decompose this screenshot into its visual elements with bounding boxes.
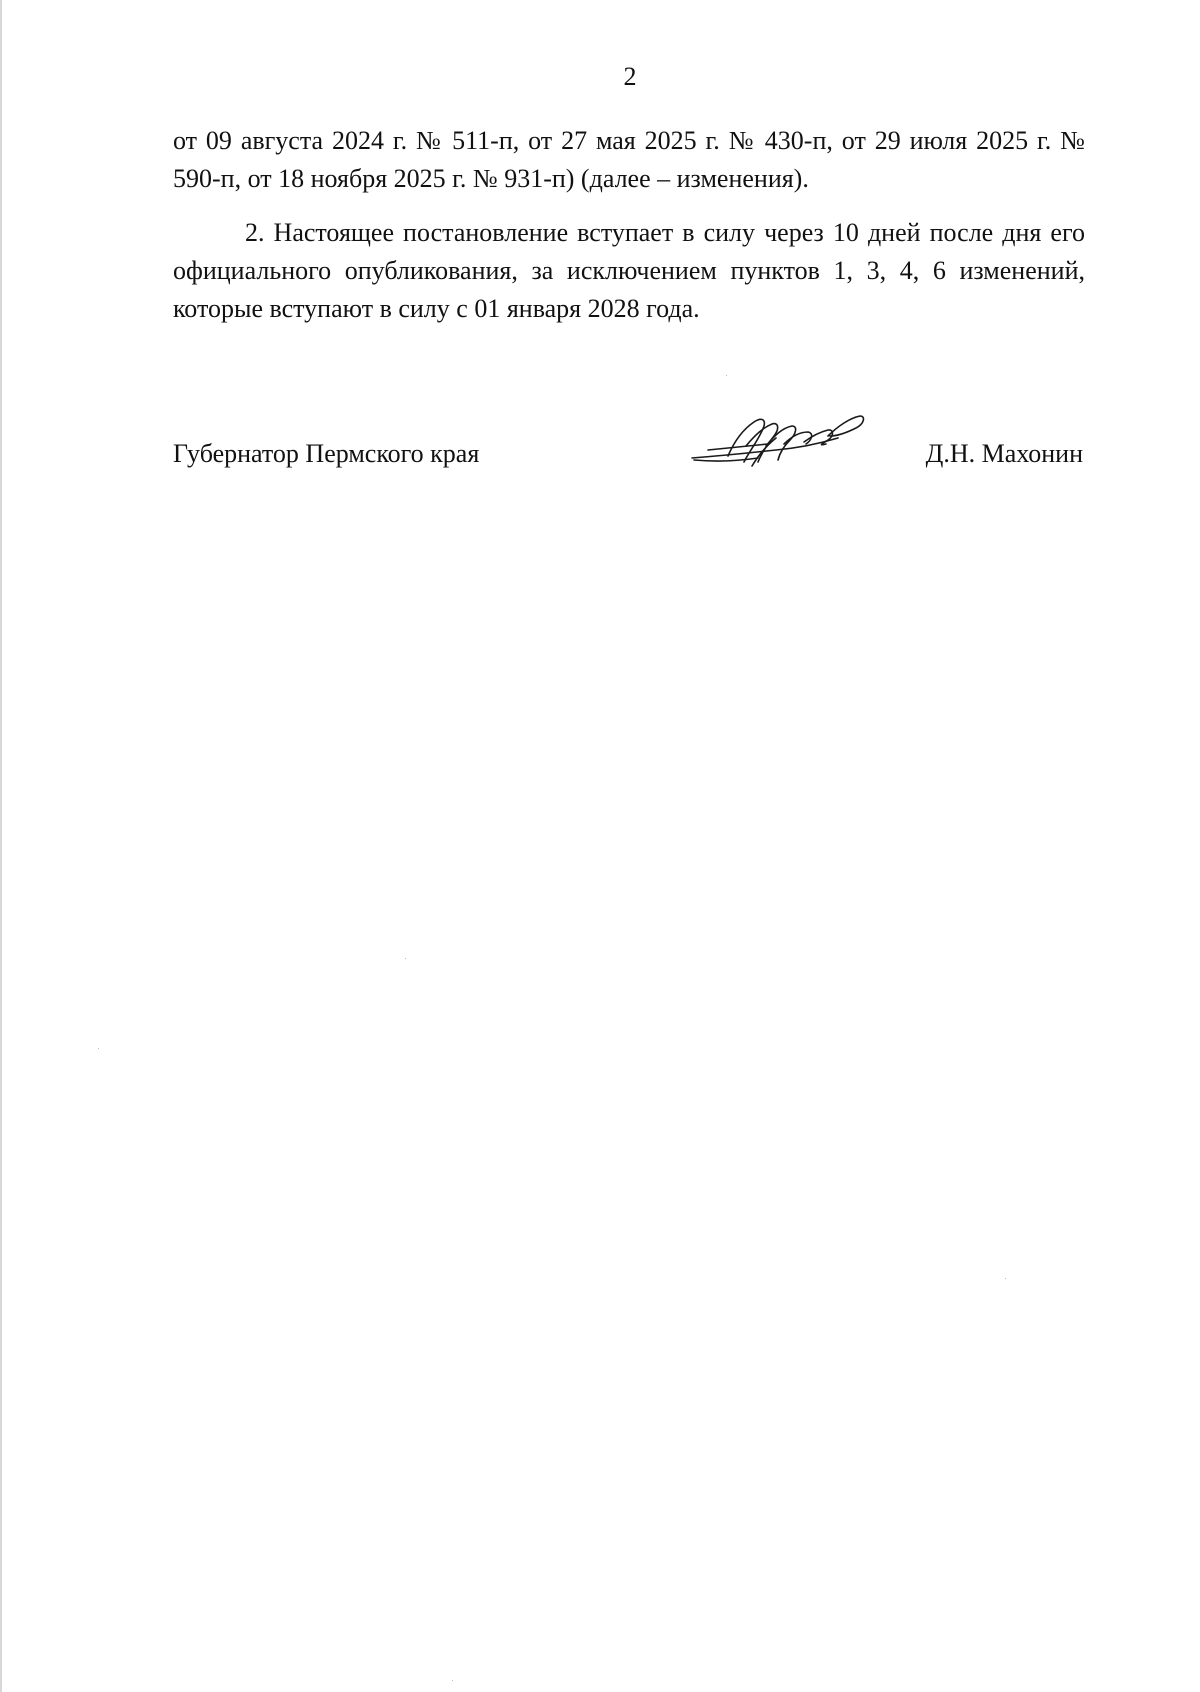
page-number: 2 [623,62,637,91]
paragraph-continuation: от 09 августа 2024 г. № 511-п, от 27 мая 2025 г. № 430-п, от 29 июля 2025 г. № 590-п, от 18 ноября 2025 г. № 931-п) (далее – изменения). [173,126,1085,193]
scan-speck [452,1680,453,1681]
scan-speck [726,375,727,376]
handwritten-signature [688,406,868,476]
scan-speck [1005,1278,1006,1279]
signature-block [173,436,1083,496]
paragraph-effective-date: 2. Настоящее постановление вступает в силу через 10 дней после дня его официального опубликования, за исключением пунктов 1, 3, 4, 6 изменений, которые вступают в силу с 01 января 2028 года. [173,218,1085,323]
scan-speck [98,1048,99,1049]
document-body [173,122,1085,328]
scan-edge [0,0,2,1692]
signatory-name: Д.Н. Махонин [925,439,1083,468]
signatory-position: Губернатор Пермского края [173,439,480,468]
scan-speck [405,958,406,959]
